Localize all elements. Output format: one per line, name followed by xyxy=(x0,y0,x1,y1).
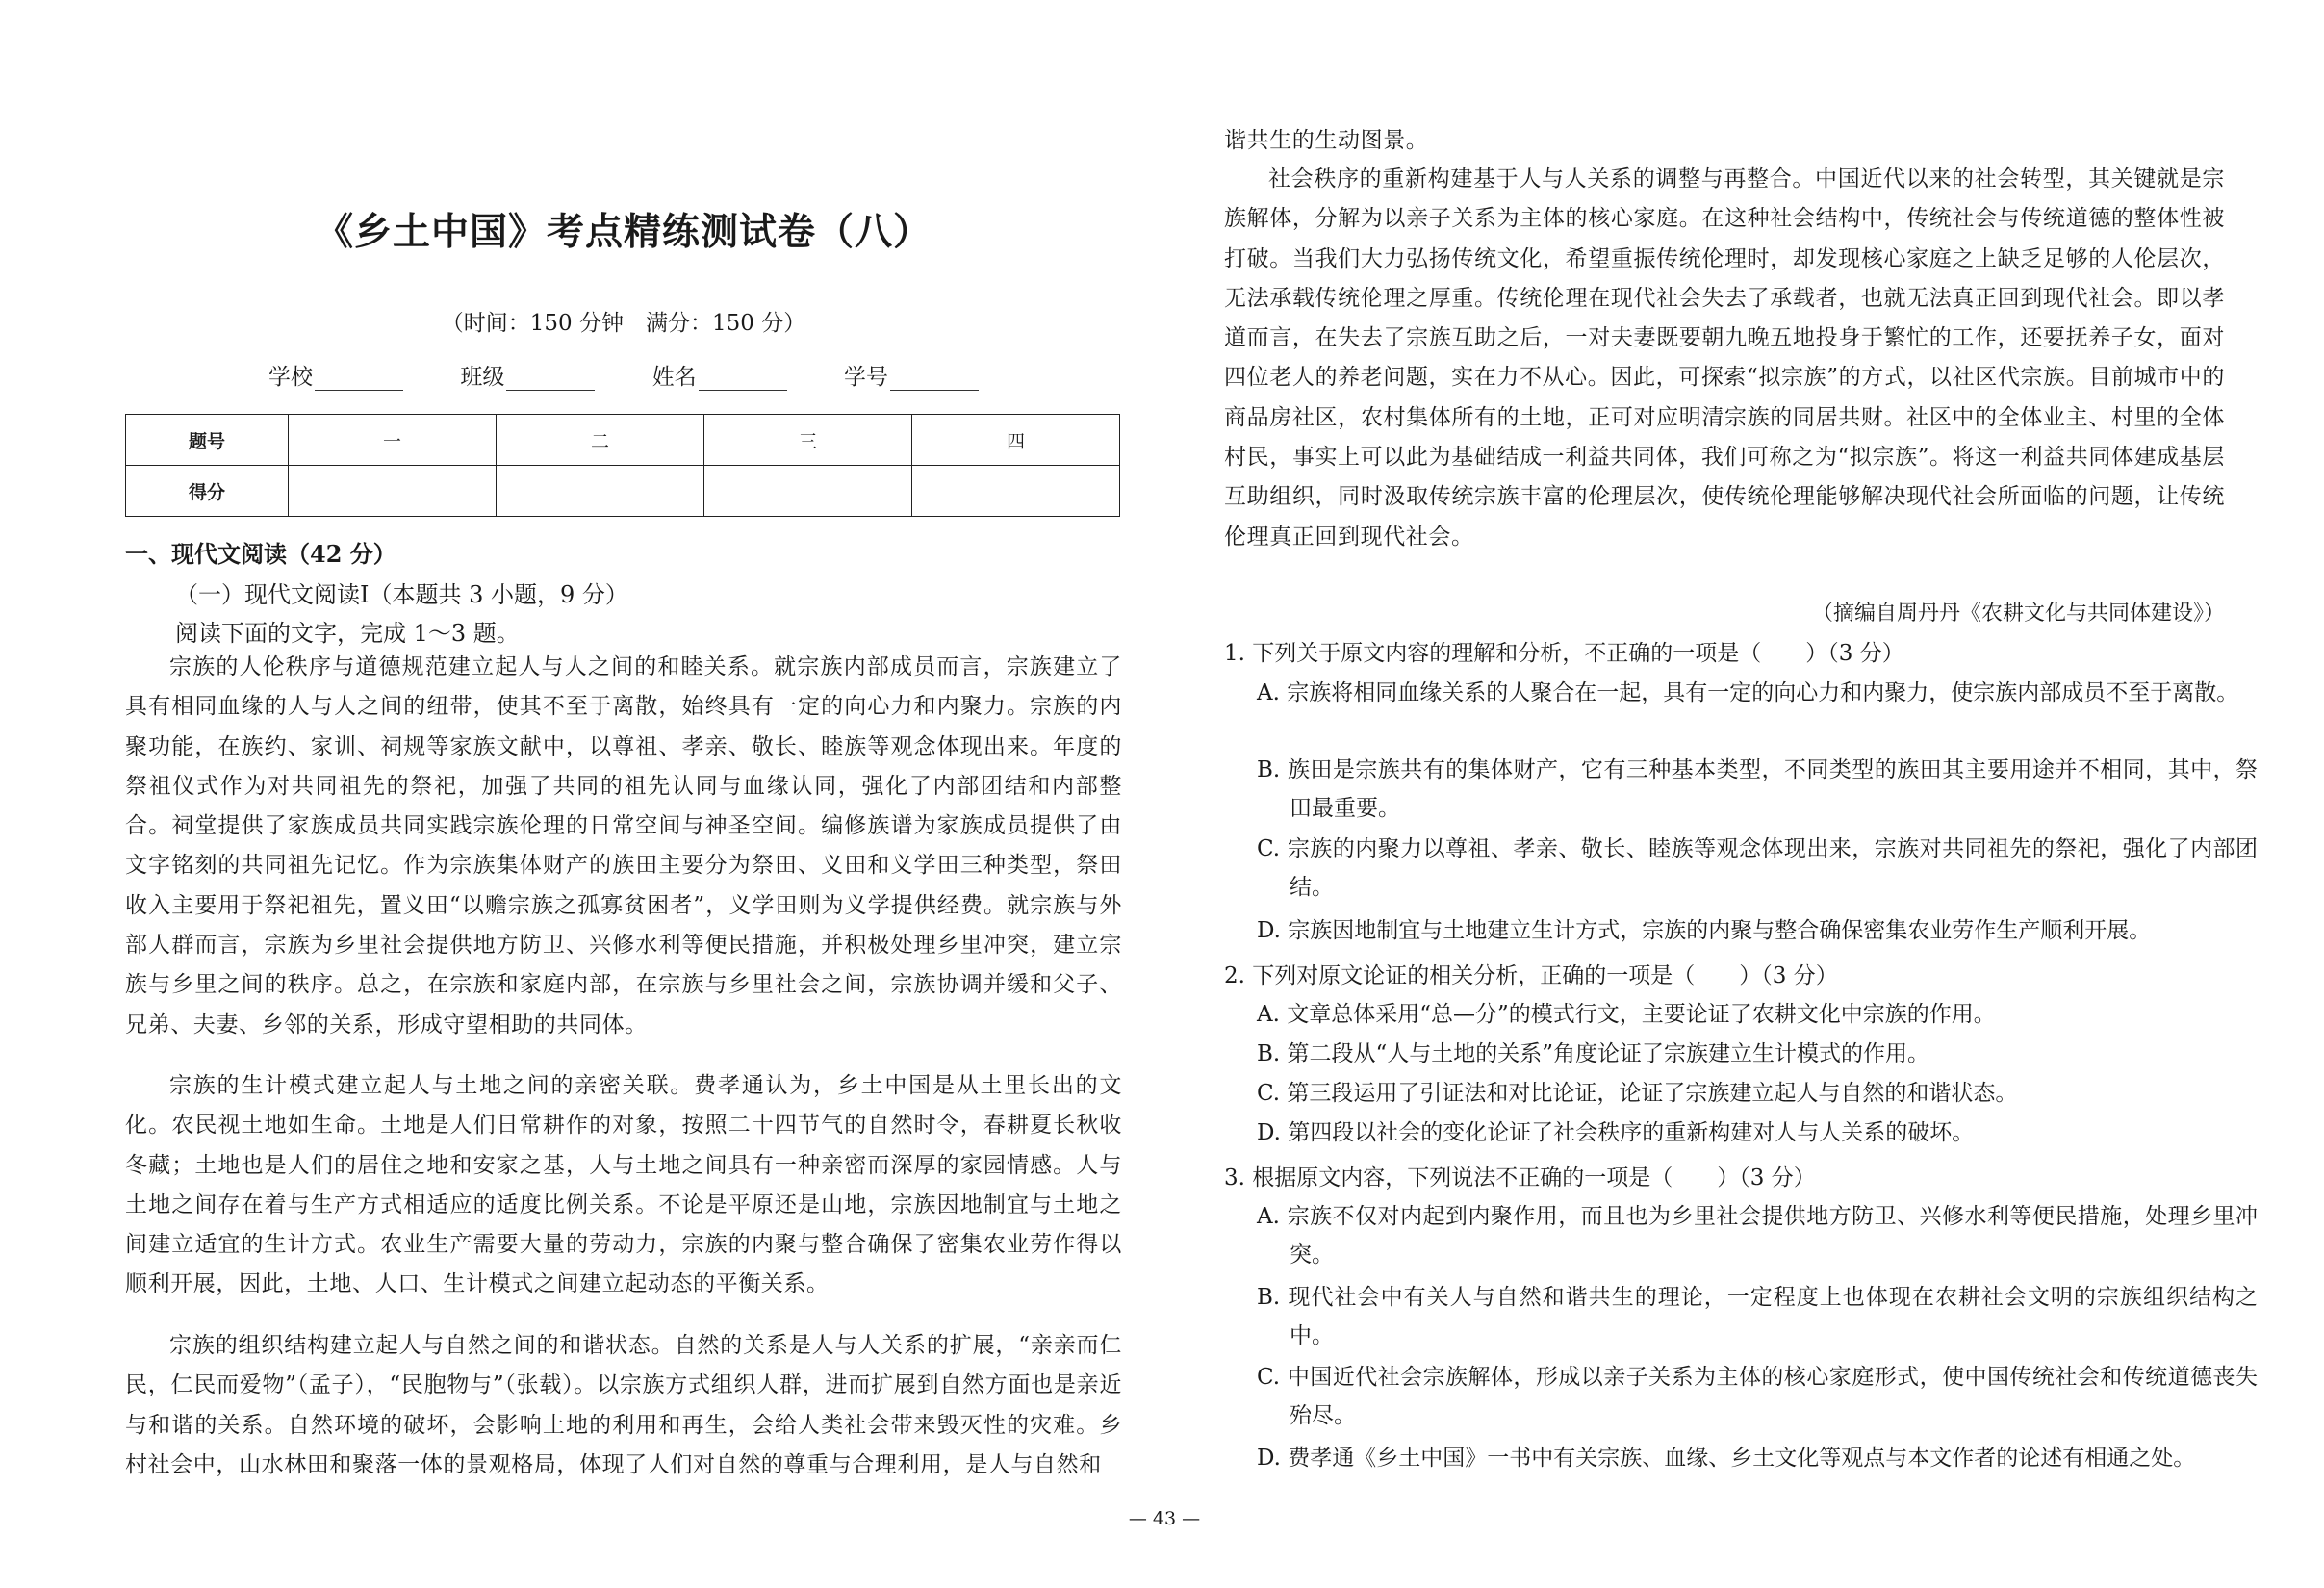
source-citation: （摘编自周丹丹《农耕文化与共同体建设》） xyxy=(1811,602,2225,626)
page-number: — 43 — xyxy=(1128,1508,1201,1529)
school-label: 学校 xyxy=(268,365,314,390)
student-id-label: 学号 xyxy=(843,365,888,390)
column-2-header: 二 xyxy=(497,415,704,466)
class-label: 班级 xyxy=(460,365,505,390)
school-field xyxy=(268,359,403,391)
paragraph-4: 社会秩序的重新构建基于人与人关系的调整与再整合。中国近代以来的社会转型，其关键就是宗族解体，分解为以亲子关系为主体的核心家庭。在这种社会结构中，传统社会与传统道德的整体性被打破。当我们大力弘扬传统文化，希望重振传统伦理时，却发现核心家庭之上缺乏足够的人伦层次，无法承载传统伦理之厚重。传统伦理在现代社会失去了承载者，也就无法真正回到现代社会。即以孝道而言，在失去了宗族互助之后，一对夫妻既要朝九晚五地投身于繁忙的工作，还要抚养子女，面对四位老人的养老问题，实在力不从心。因此，可探索“拟宗族”的方式，以社区代宗族。目前城市中的商品房社区，农村集体所有的土地，正可对应明清宗族的同居共财。社区中的全体业主、村里的全体村民，事实上可以此为基础结成一利益共同体，我们可称之为“拟宗族”。将这一利益共同体建成基层互助组织，同时汲取传统宗族丰富的伦理层次，使传统伦理能够解决现代社会所面临的问题，让传统伦理真正回到现代社会。 xyxy=(1224,166,2225,550)
question-2-option-b: B. 第二段从“人与土地的关系”角度论证了宗族建立生计模式的作用。 xyxy=(1257,1041,1930,1066)
question-2-stem: 2. 下列对原文论证的相关分析，正确的一项是（ ）（3 分） xyxy=(1224,963,1838,988)
student-id-blank xyxy=(890,369,979,391)
school-blank xyxy=(315,369,403,391)
name-label: 姓名 xyxy=(651,365,697,390)
question-1-option-a: A. 宗族将相同血缘关系的人聚合在一起，具有一定的向心力和内聚力，使宗族内部成员不至于离散。 xyxy=(1257,680,2239,705)
column-4-header: 四 xyxy=(912,415,1120,466)
score-cell-3 xyxy=(704,466,912,517)
column-1-header: 一 xyxy=(289,415,497,466)
page-title: 《乡土中国》考点精练测试卷（八） xyxy=(315,210,932,254)
column-3-header: 三 xyxy=(704,415,912,466)
question-1-option-b: B. 族田是宗族共有的集体财产，它有三种基本类型，不同类型的族田其主要用途并不相同，其中，祭田最重要。 xyxy=(1257,757,2258,821)
question-2-option-a: A. 文章总体采用“总—分”的模式行文，主要论证了农耕文化中宗族的作用。 xyxy=(1257,1002,1996,1027)
score-cell-4 xyxy=(912,466,1120,517)
question-1-option-c: C. 宗族的内聚力以尊祖、孝亲、敬长、睦族等观念体现出来，宗族对共同祖先的祭祀，强化了内部团结。 xyxy=(1257,836,2258,900)
reading-instruction: 阅读下面的文字，完成 1～3 题。 xyxy=(175,620,520,647)
section-heading-text: 一、现代文阅读（42 分） xyxy=(125,540,396,568)
name-field xyxy=(652,359,787,391)
student-info-line xyxy=(125,359,1122,391)
question-number-header: 题号 xyxy=(126,415,289,466)
paragraph-3-continued: 谐共生的生动图景。 xyxy=(1224,128,1429,153)
question-1-stem: 1. 下列关于原文内容的理解和分析，不正确的一项是（ ）（3 分） xyxy=(1224,641,1904,666)
score-row xyxy=(126,466,1120,517)
subsection-heading: （一）现代文阅读Ⅰ（本题共 3 小题，9 分） xyxy=(175,581,628,608)
class-field xyxy=(460,359,595,391)
paragraph-3: 宗族的组织结构建立起人与自然之间的和谐状态。自然的关系是人与人关系的扩展，“亲亲而仁民，仁民而爱物”（孟子），“民胞物与”（张载）。以宗族方式组织人群，进而扩展到自然方面也是亲近与和谐的关系。自然环境的破坏，会影响土地的利用和再生，会给人类社会带来毁灭性的灾难。乡村社会中，山水林田和聚落一体的景观格局，体现了人们对自然的尊重与合理利用，是人与自然和 xyxy=(125,1333,1122,1477)
question-3-stem: 3. 根据原文内容，下列说法不正确的一项是（ ）（3 分） xyxy=(1224,1165,1816,1191)
question-1-option-d: D. 宗族因地制宜与土地建立生计方式，宗族的内聚与整合确保密集农业劳作生产顺利开展。 xyxy=(1257,918,2152,943)
score-header: 得分 xyxy=(126,466,289,517)
score-cell-1 xyxy=(289,466,497,517)
section-heading xyxy=(125,535,396,569)
question-2-option-c: C. 第三段运用了引证法和对比论证，论证了宗族建立起人与自然的和谐状态。 xyxy=(1257,1081,2018,1106)
question-3-option-d: D. 费孝通《乡土中国》一书中有关宗族、血缘、乡土文化等观点与本文作者的论述有相通之处。 xyxy=(1257,1446,2196,1471)
name-blank xyxy=(699,369,787,391)
class-blank xyxy=(506,369,595,391)
student-id-field xyxy=(844,359,979,391)
paragraph-2: 宗族的生计模式建立起人与土地之间的亲密关联。费孝通认为，乡土中国是从土里长出的文化。农民视土地如生命。土地是人们日常耕作的对象，按照二十四节气的自然时令，春耕夏长秋收冬藏；土地也是人们的居住之地和安家之基，人与土地之间具有一种亲密而深厚的家园情感。人与土地之间存在着与生产方式相适应的适度比例关系。不论是平原还是山地，宗族因地制宜与土地之间建立适宜的生计方式。农业生产需要大量的劳动力，宗族的内聚与整合确保了密集农业劳作得以顺利开展，因此，土地、人口、生计模式之间建立起动态的平衡关系。 xyxy=(125,1073,1122,1297)
question-3-option-a: A. 宗族不仅对内起到内聚作用，而且也为乡里社会提供地方防卫、兴修水利等便民措施，处理乡里冲突。 xyxy=(1257,1204,2258,1268)
question-2-option-d: D. 第四段以社会的变化论证了社会秩序的重新构建对人与人关系的破坏。 xyxy=(1257,1120,1975,1145)
paragraph-1: 宗族的人伦秩序与道德规范建立起人与人之间的和睦关系。就宗族内部成员而言，宗族建立了具有相同血缘的人与人之间的纽带，使其不至于离散，始终具有一定的向心力和内聚力。宗族的内聚功能，在族约、家训、祠规等家族文献中，以尊祖、孝亲、敬长、睦族等观念体现出来。年度的祭祖仪式作为对共同祖先的祭祀，加强了共同的祖先认同与血缘认同，强化了内部团结和内部整合。祠堂提供了家族成员共同实践宗族伦理的日常空间与神圣空间。编修族谱为家族成员提供了由文字铭刻的共同祖先记忆。作为宗族集体财产的族田主要分为祭田、义田和义学田三种类型，祭田收入主要用于祭祀祖先，置义田“以赡宗族之孤寡贫困者”，义学田则为义学提供经费。就宗族与外部人群而言，宗族为乡里社会提供地方防卫、兴修水利等便民措施，并积极处理乡里冲突，建立宗族与乡里之间的秩序。总之，在宗族和家庭内部，在宗族与乡里社会之间，宗族协调并缓和父子、兄弟、夫妻、乡邻的关系，形成守望相助的共同体。 xyxy=(125,654,1122,1037)
question-3-option-b: B. 现代社会中有关人与自然和谐共生的理论，一定程度上也体现在农耕社会文明的宗族组织结构之中。 xyxy=(1257,1285,2258,1348)
question-3-option-c: C. 中国近代社会宗族解体，形成以亲子关系为主体的核心家庭形式，使中国传统社会和传统道德丧失殆尽。 xyxy=(1257,1365,2258,1428)
question-number-row xyxy=(126,415,1120,466)
score-cell-2 xyxy=(497,466,704,517)
time-info: （时间：150 分钟 满分：150 分） xyxy=(441,311,806,336)
score-table xyxy=(125,414,1120,517)
